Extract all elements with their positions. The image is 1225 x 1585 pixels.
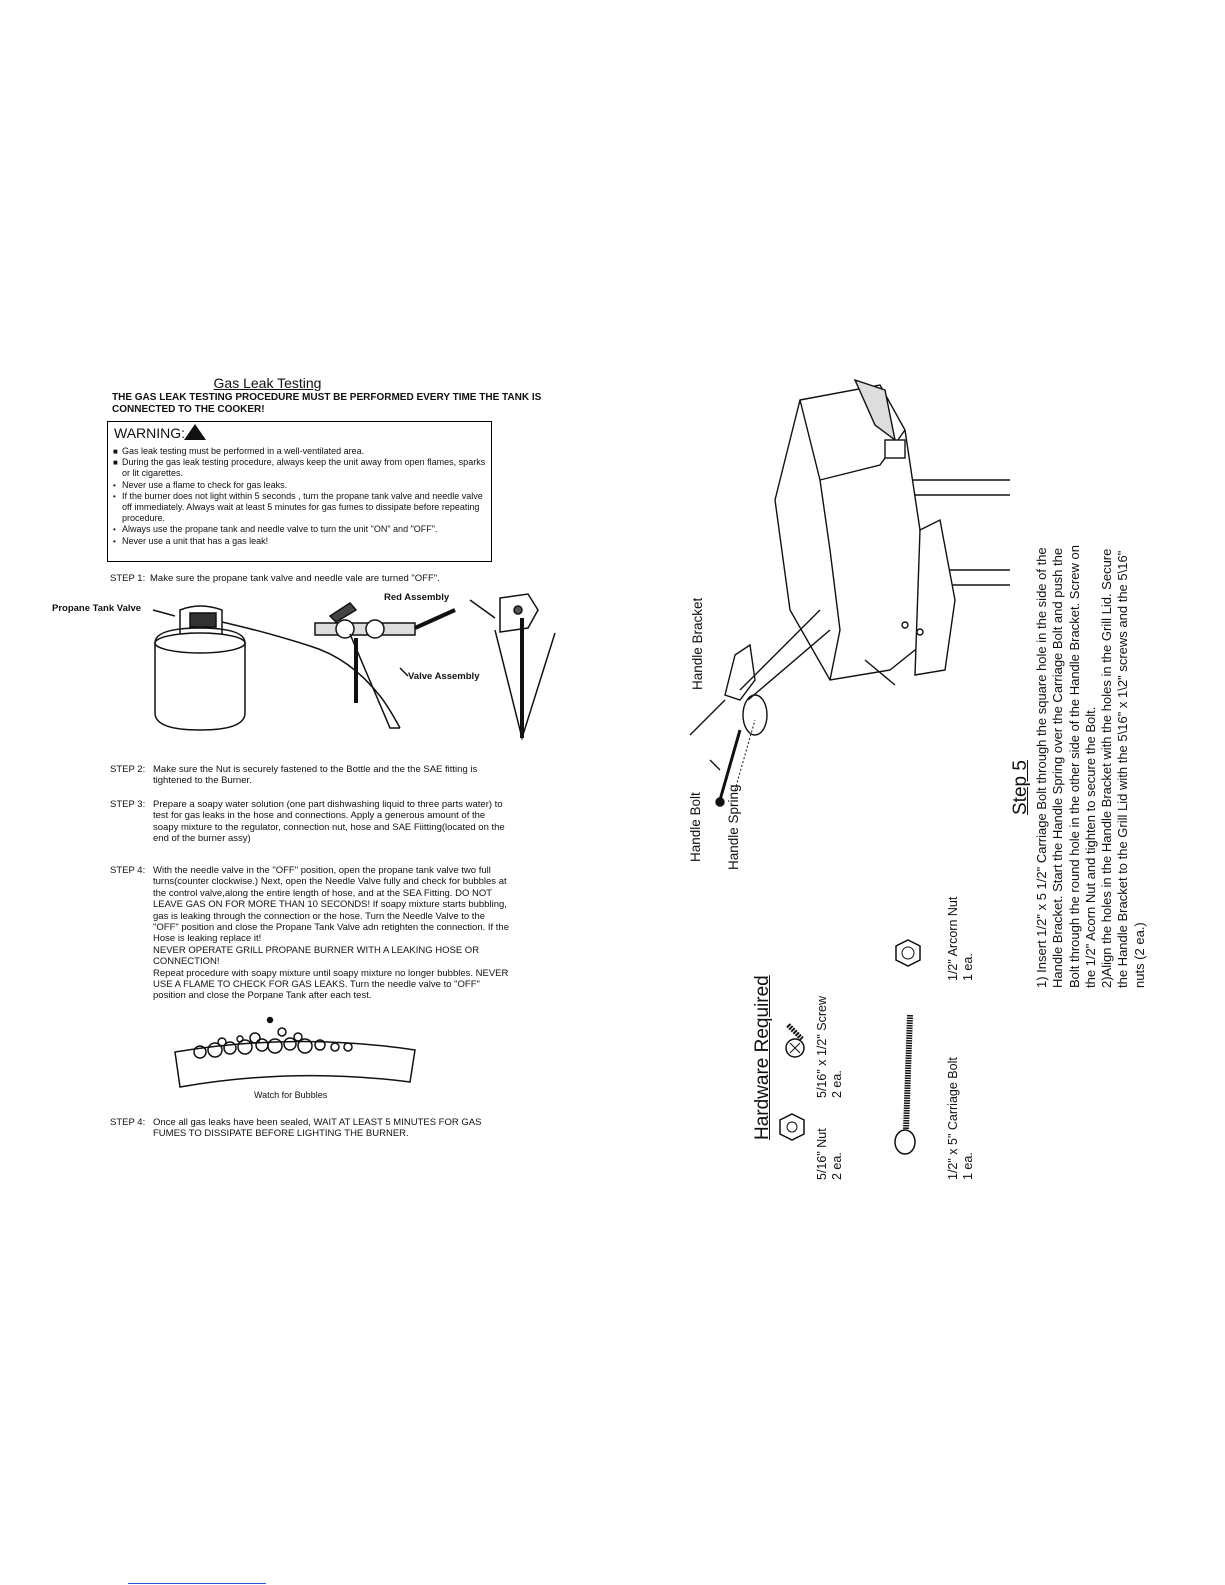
step-3: STEP 3: Prepare a soapy water solution (one part dishwashing liquid to three parts water) to test for gas leaks in the hose and connections. Apply a generous amount of the soapy mixture to the regulator, connection nut, hose and SAE Fiitting(located on the end of the burner assy) <box>110 799 505 845</box>
warning-item: • If the burner does not light within 5 seconds , turn the propane tank valve and needle valve off immediately. Always wait at least 5 minutes for gas fumes to dissipate before repeating procedure. <box>113 490 483 524</box>
step-4b: STEP 4: Once all gas leaks have been sealed, WAIT AT LEAST 5 MINUTES FOR GAS FUMES TO DISSIPATE BEFORE LIGHTING THE BURNER. <box>110 1117 482 1140</box>
warning-item: • Always use the propane tank and needle valve to turn the unit "ON" and "OFF". <box>113 524 438 535</box>
intro-text: THE GAS LEAK TESTING PROCEDURE MUST BE PERFORMED EVERY TIME THE TANK IS CONNECTED TO THE COOKER! <box>112 392 542 415</box>
warning-heading: WARNING: <box>114 425 186 441</box>
propane-tank-valve-label: Propane Tank Valve <box>52 603 142 614</box>
page-title: Gas Leak Testing <box>213 375 322 391</box>
step-1: STEP 1: Make sure the propane tank valve and needle vale are turned "OFF". <box>110 573 440 584</box>
repeat-procedure-text: Repeat procedure with soapy mixture until soapy mixture no longer bubbles. NEVER USE A FLAME TO CHECK FOR GAS LEAKS. Turn the needle valve to "OFF" position and close the Porpane Tank after each test. <box>153 967 509 1002</box>
nut-icon <box>778 1112 806 1142</box>
handle-bracket-label: Handle Bracket <box>690 597 705 690</box>
bubbles-caption: Watch for Bubbles <box>254 1090 328 1100</box>
step-5-title: Step 5 <box>1010 760 1031 815</box>
never-operate-warning: NEVER OPERATE GRILL PROPANE BURNER WITH A LEAKING HOSE OR CONNECTION! <box>153 944 480 968</box>
warning-item: • Never use a flame to check for gas leaks. <box>113 479 288 490</box>
hardware-item: 1/2" Arcorn Nut 1 ea. <box>946 896 975 981</box>
warning-item: • Never use a unit that has a gas leak! <box>113 535 269 546</box>
step-5-instructions: 1) Insert 1/2" x 5 1/2" Carriage Bolt through the square hole in the side of the Handle Bracket. Start the Handle Spring over the Carriage Bolt and push the Bolt through the round hole in the other side of the Handle Bracket. Screw on the 1/2" Acorn Nut and tighten to secure the Bolt. 2)Align the holes in the Handle Bracket with the holes in the Grill Lid. Secure the Handle Bracket to the Grill Lid with the 5\16" x 1\2" screws and the 5\16" nuts (2 ea.) <box>1034 545 1147 988</box>
hardware-item: 5/16" Nut 2 ea. <box>815 1128 844 1180</box>
warning-item: ■ Gas leak testing must be performed in a well-ventilated area. <box>113 446 365 456</box>
handle-spring-label: Handle Spring <box>726 784 741 870</box>
screw-icon <box>780 1020 810 1060</box>
acorn-nut-icon <box>893 938 923 968</box>
step-4-text: With the needle valve in the "OFF" position, open the propane tank valve two full turns(counter clockwise.) Next, open the Needle Valve fully and check for bubbles at the control valve,along the entire length of hose, and at the SEA Fitting. DO NOT LEAVE GAS ON FOR MORE THAN 10 SECONDS! If soapy mixture starts bubbling, gas is leaking through the connection or the hose. Turn the Needle Valve to the "OFF" position and close the Propane Tank Valve adn retighten the connection. If the Hose is leaking replace it! <box>153 865 510 945</box>
step-4: STEP 4: With the needle valve in the "OFF" position, open the propane tank valve two full turns(counter clockwise.) Next, open the Needle Valve fully and check for bubbles at the control valve,along the entire length of hose, and at the SEA Fitting. DO NOT LEAVE GAS ON FOR MORE THAN 10 SECONDS! If soapy mixture starts bubbling, gas is leaking through the connection or the hose. Turn the Needle Valve to the "OFF" position and close the Propane Tank Valve adn retighten the connection. If the Hose is leaking replace it! NEVER OPERATE GRILL PROPANE BURNER WITH A LEAKING HOSE OR CONNECTION! Repeat procedure with soapy mixture until soapy mixture no longer bubbles. NEVER USE A FLAME TO CHECK FOR GAS LEAKS. Turn the needle valve to "OFF" position and close the Porpane Tank after each test. <box>110 865 510 1002</box>
hardware-title: Hardware Required <box>752 975 773 1140</box>
carriage-bolt-icon <box>892 1010 922 1160</box>
valve-assembly-label: Valve Assembly <box>408 671 480 682</box>
warning-list <box>113 446 489 547</box>
warning-item: ■ During the gas leak testing procedure, always keep the unit away from open flames, sparks or lit cigarettes. <box>113 457 486 479</box>
bubbles-diagram <box>170 1012 425 1092</box>
handle-bolt-label: Handle Bolt <box>688 792 703 862</box>
hardware-item: 1/2" x 5" Carriage Bolt 1 ea. <box>946 1057 975 1180</box>
grill-handle-diagram <box>680 370 1015 840</box>
step-2: STEP 2: Make sure the Nut is securely fastened to the Bottle and the the SAE fitting is tightened to the Burner. <box>110 764 478 787</box>
bottom-rule <box>128 1583 266 1584</box>
warning-triangle-icon <box>184 424 206 440</box>
red-assembly-label: Red Assembly <box>384 592 450 603</box>
hardware-item: 5/16" x 1/2" Screw 2 ea. <box>815 996 844 1098</box>
